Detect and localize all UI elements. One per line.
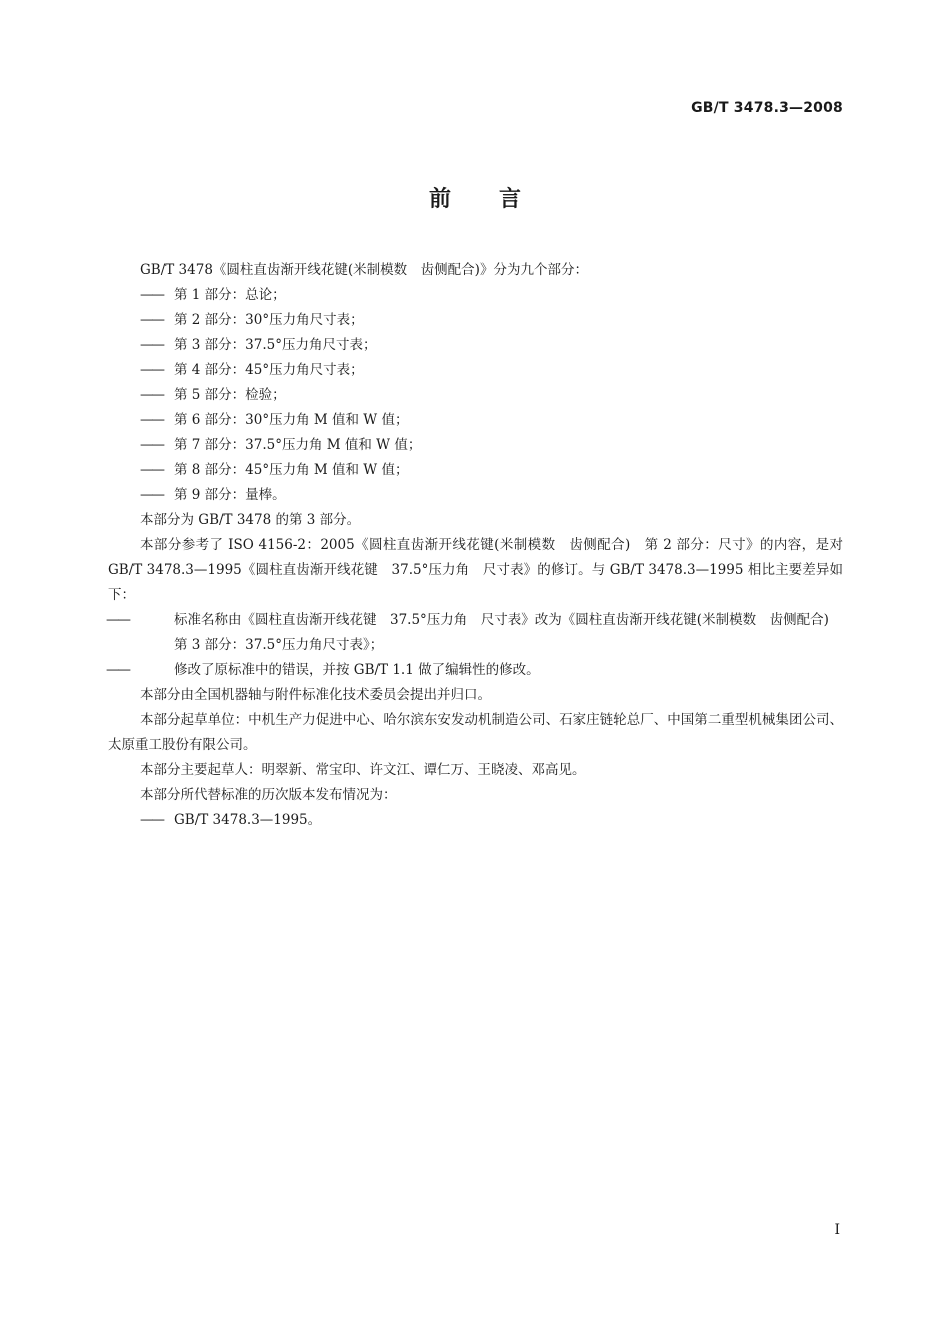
- part-list-item: [108, 383, 843, 408]
- part-list-item: [108, 333, 843, 358]
- reference-paragraph: 本部分参考了 ISO 4156-2：2005《圆柱直齿渐开线花键(米制模数 齿侧配合) 第 2 部分：尺寸》的内容，是对 GB/T 3478.3—1995《圆柱直齿渐开线花键 37.5°压力角 尺寸表》的修订。与 GB/T 3478.3—1995 相比主要差异如下：: [108, 537, 843, 603]
- change-list-item: [108, 658, 843, 683]
- part-list-item: [108, 308, 843, 333]
- part-text: 第 6 部分：30°压力角 M 值和 W 值；: [174, 412, 409, 428]
- page-title: 前言: [428, 187, 569, 212]
- dash-marker: [140, 608, 174, 633]
- standard-number: GB/T 3478.3—2008: [691, 100, 843, 116]
- part-text: 第 7 部分：37.5°压力角 M 值和 W 值；: [174, 437, 422, 453]
- change-text: 标准名称由《圆柱直齿渐开线花键 37.5°压力角 尺寸表》改为《圆柱直齿渐开线花键(米制模数 齿侧配合) 第 3 部分：37.5°压力角尺寸表》；: [174, 612, 843, 653]
- part-list-item: [108, 458, 843, 483]
- proposed-by-paragraph: 本部分由全国机器轴与附件标准化技术委员会提出并归口。: [140, 687, 491, 703]
- dash-marker: [140, 483, 174, 508]
- dash-marker: [140, 358, 174, 383]
- part-text: 第 3 部分：37.5°压力角尺寸表；: [174, 337, 377, 353]
- drafting-units-paragraph: 本部分起草单位：中机生产力促进中心、哈尔滨东安发动机制造公司、石家庄链轮总厂、中国第二重型机械集团公司、太原重工股份有限公司。: [108, 712, 843, 753]
- dash-marker: [140, 283, 174, 308]
- part-list-item: [108, 358, 843, 383]
- change-text: 修改了原标准中的错误，并按 GB/T 1.1 做了编辑性的修改。: [174, 662, 540, 678]
- drafters-paragraph: 本部分主要起草人：明翠新、常宝印、许文江、谭仁万、王晓凌、邓高见。: [140, 762, 586, 778]
- part-list-item: [108, 283, 843, 308]
- foreword-body: [108, 258, 843, 833]
- dash-marker: [140, 433, 174, 458]
- history-list-item: [108, 808, 843, 833]
- part-list-item: [108, 483, 843, 508]
- dash-marker: [140, 308, 174, 333]
- part-text: 第 2 部分：30°压力角尺寸表；: [174, 312, 364, 328]
- dash-marker: [140, 458, 174, 483]
- dash-marker: [140, 808, 174, 833]
- intro-paragraph: GB/T 3478《圆柱直齿渐开线花键(米制模数 齿侧配合)》分为九个部分：: [140, 262, 588, 278]
- dash-marker: [140, 658, 174, 683]
- scope-paragraph: 本部分为 GB/T 3478 的第 3 部分。: [140, 512, 361, 528]
- part-text: 第 9 部分：量棒。: [174, 487, 286, 503]
- part-list-item: [108, 408, 843, 433]
- part-text: 第 4 部分：45°压力角尺寸表；: [174, 362, 364, 378]
- dash-marker: [140, 408, 174, 433]
- history-intro-paragraph: 本部分所代替标准的历次版本发布情况为：: [140, 787, 397, 803]
- part-text: 第 5 部分：检验；: [174, 387, 286, 403]
- dash-marker: [140, 333, 174, 358]
- change-list-item: [108, 608, 843, 658]
- part-text: 第 1 部分：总论；: [174, 287, 286, 303]
- page-number: I: [834, 1222, 840, 1238]
- part-list-item: [108, 433, 843, 458]
- history-text: GB/T 3478.3—1995。: [174, 812, 322, 828]
- part-text: 第 8 部分：45°压力角 M 值和 W 值；: [174, 462, 409, 478]
- dash-marker: [140, 383, 174, 408]
